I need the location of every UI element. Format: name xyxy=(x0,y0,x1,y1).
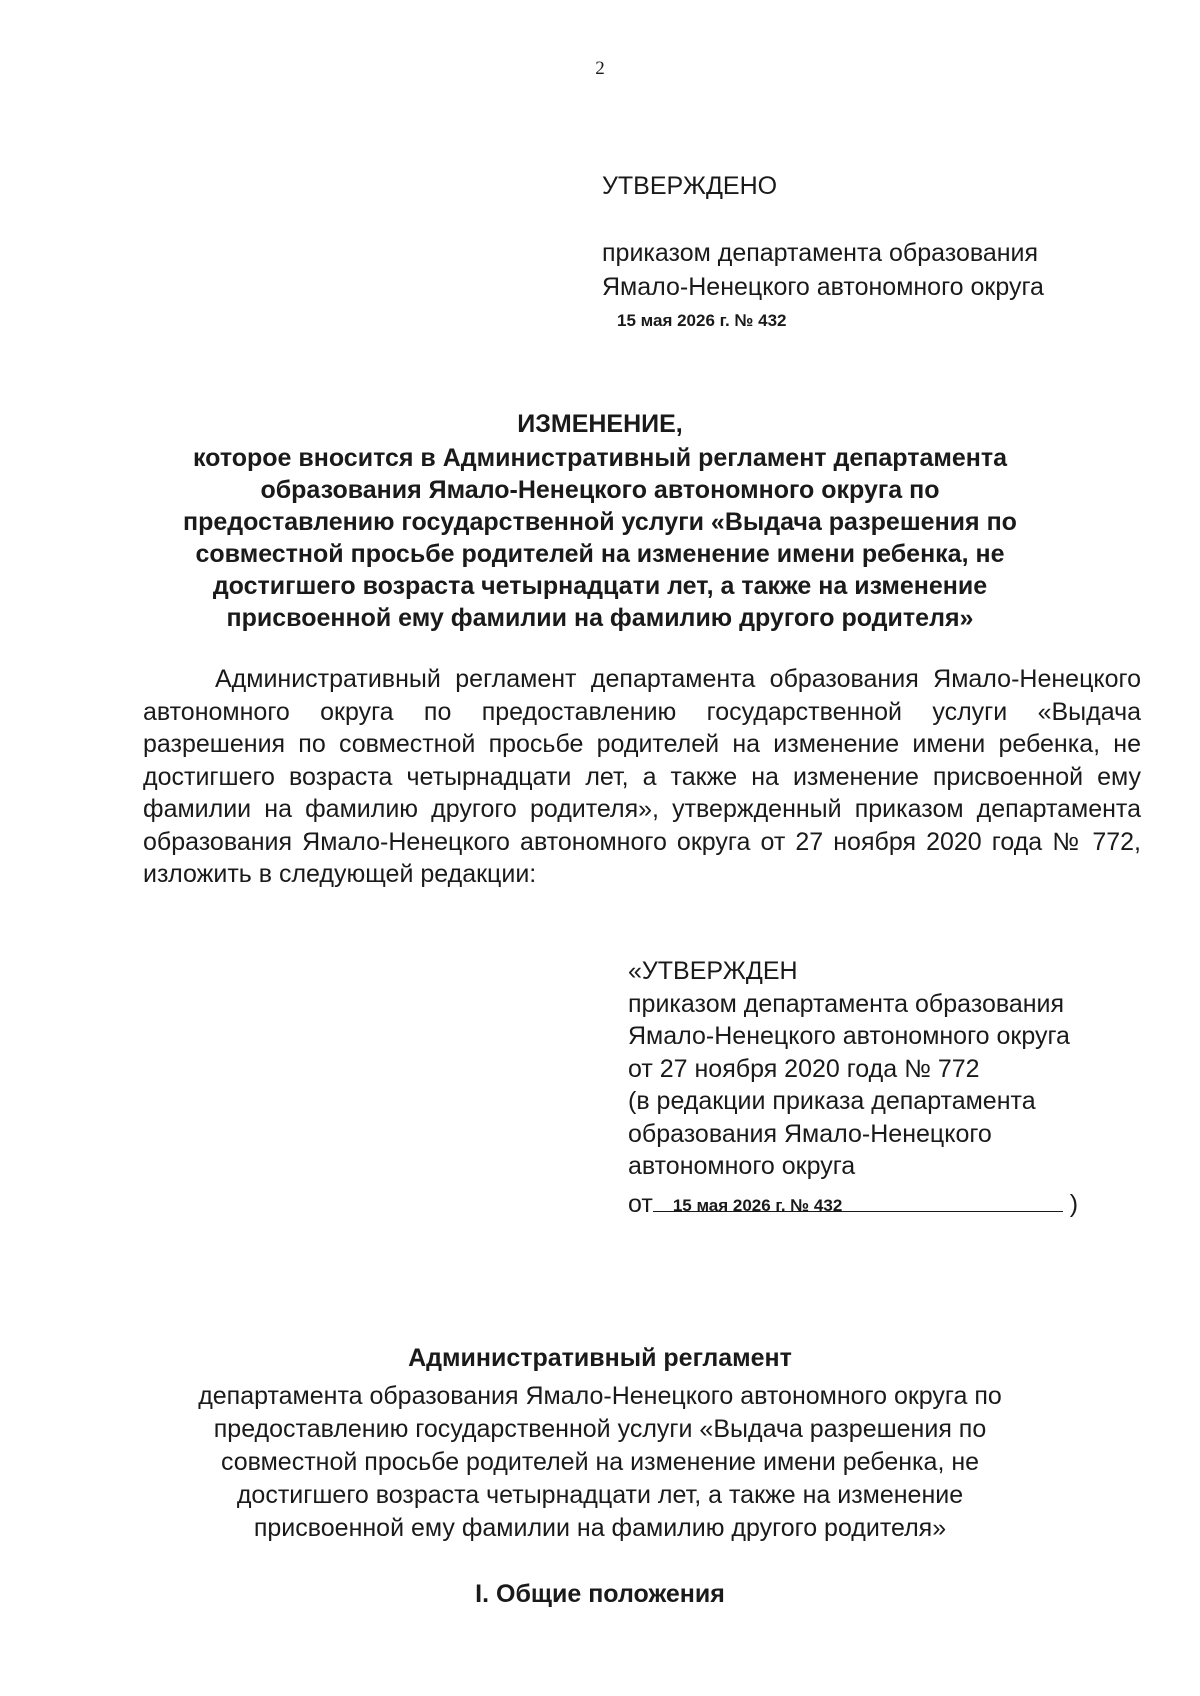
regulation-subtitle-line: достигшего возраста четырнадцати лет, а также на изменение xyxy=(236,1481,964,1509)
approval-block-2 xyxy=(628,955,1148,1183)
approval-2-line: автономного округа xyxy=(628,1152,856,1180)
change-subtitle xyxy=(120,442,1080,634)
approval-2-line: образования Ямало-Ненецкого xyxy=(628,1119,992,1148)
approval-2-date-prefix: от xyxy=(628,1190,653,1218)
change-subtitle-line: совместной просьбе родителей на изменение имени ребенка, не xyxy=(195,540,1005,568)
body-paragraph: Административный регламент департамента образования Ямало-Ненецкого автономного округа по предоставлению государственной услуги «Выдача разрешения по совместной просьбе родителей на изменение имени ребенка, не достигшего возраста четырнадцати лет, а также на изменение присвоенной ему фамилии на фамилию другого родителя», утвержденный приказом департамента образования Ямало-Ненецкого автономного округа от 27 ноября 2020 года № 772, изложить в следующей редакции: xyxy=(143,665,1141,888)
approval-2-line: Ямало-Ненецкого автономного округа xyxy=(628,1022,1070,1050)
approval-lines xyxy=(602,236,1044,304)
approval-2-line: «УТВЕРЖДЕН xyxy=(628,957,798,985)
change-subtitle-line: достигшего возраста четырнадцати лет, а также на изменение xyxy=(212,572,988,600)
approval-2-date: 15 мая 2026 г. № 432 xyxy=(672,1196,843,1215)
approval-line: приказом департамента образования xyxy=(602,239,1039,267)
approval-2-date-row xyxy=(628,1185,1078,1220)
approval-2-line: (в редакции приказа департамента xyxy=(628,1087,1036,1115)
change-subtitle-line: которое вносится в Административный регламент департамента xyxy=(192,444,1008,472)
regulation-subtitle-line: совместной просьбе родителей на изменение имени ребенка, не xyxy=(220,1448,980,1476)
approval-heading: УТВЕРЖДЕНО xyxy=(602,172,778,200)
approval-line: Ямало-Ненецкого автономного округа xyxy=(602,273,1044,301)
regulation-subtitle xyxy=(120,1380,1080,1545)
page-number: 2 xyxy=(595,58,605,79)
change-title: ИЗМЕНЕНИЕ, xyxy=(517,410,683,438)
approval-2-line: приказом департамента образования xyxy=(628,989,1065,1018)
regulation-subtitle-line: предоставлению государственной услуги «Выдача разрешения по xyxy=(213,1415,987,1443)
section-title: I. Общие положения xyxy=(475,1580,725,1608)
change-subtitle-line: присвоенной ему фамилии на фамилию другого родителя» xyxy=(226,604,974,632)
approval-date: 15 мая 2026 г. № 432 xyxy=(617,311,787,330)
approval-2-date-suffix: ) xyxy=(1069,1190,1079,1218)
regulation-subtitle-line: департамента образования Ямало-Ненецкого автономного округа по xyxy=(198,1382,1002,1410)
approval-2-line: от 27 ноября 2020 года № 772 xyxy=(628,1054,980,1083)
regulation-subtitle-line: присвоенной ему фамилии на фамилию другого родителя» xyxy=(253,1514,947,1542)
change-subtitle-line: образования Ямало-Ненецкого автономного округа по xyxy=(260,476,940,504)
approval-2-date-underline xyxy=(653,1185,1063,1215)
change-subtitle-line: предоставлению государственной услуги «Выдача разрешения по xyxy=(183,508,1017,536)
regulation-title: Административный регламент xyxy=(408,1344,792,1372)
